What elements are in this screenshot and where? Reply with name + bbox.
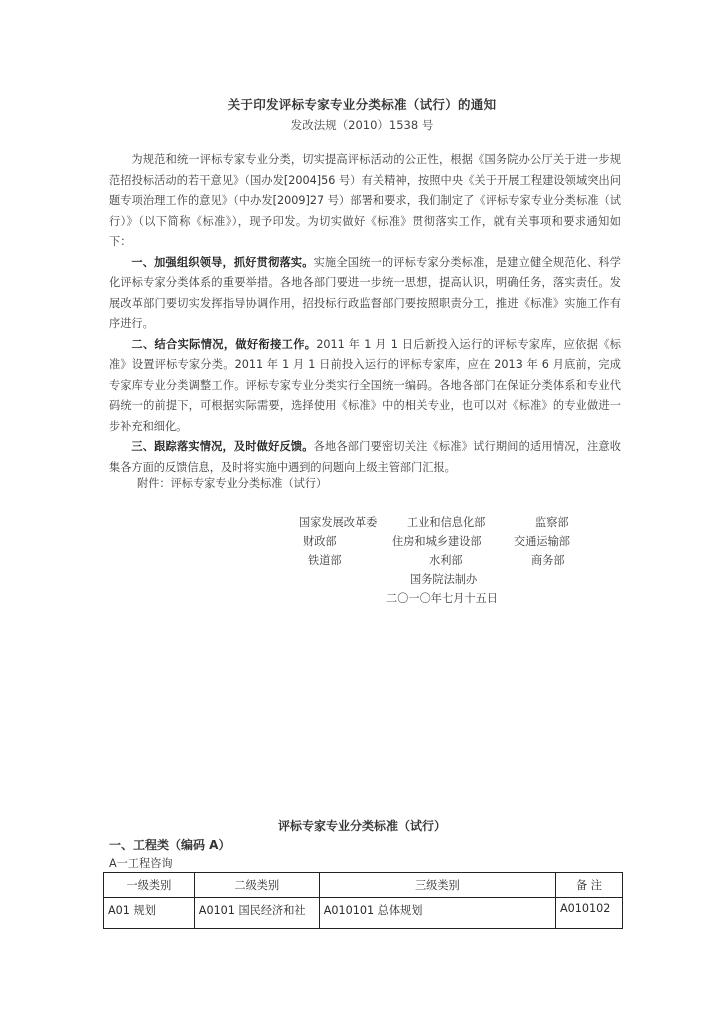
header-level-3: 三级类别 — [319, 873, 555, 898]
subsection-heading: A一工程咨询 — [109, 857, 173, 870]
header-level-2: 二级类别 — [194, 873, 319, 898]
point-paragraph-2 — [109, 335, 621, 438]
signatory: 住房和城乡建设部 — [392, 535, 482, 548]
classification-table — [103, 872, 623, 929]
signatory: 水利部 — [429, 554, 463, 567]
issue-date: 二〇一〇年七月十五日 — [386, 592, 498, 605]
point-paragraph-1 — [109, 253, 621, 335]
signatory: 国家发展改革委 — [299, 516, 378, 529]
signatory: 财政部 — [303, 535, 337, 548]
table-cell: A0101 国民经济和社 — [194, 898, 319, 929]
attachment-line: 附件：评标专家专业分类标准（试行） — [137, 477, 328, 490]
document-number: 发改法规（2010）1538 号 — [290, 118, 434, 132]
table-header-row — [104, 873, 623, 898]
intro-paragraph: 为规范和统一评标专家专业分类，切实提高评标活动的公正性，根据《国务院办公厅关于进一步规范招投标活动的若干意见》（国办发[2004]56 号）有关精神，按照中央《关于开展工程建设领域突出问题专项治理工作的意见》（中办发[2009]27 号）部署和要求，我们制定了《评标专家专业分类标准（试行）》（以下简称《标准》），现予印发。为切实做好《标准》贯彻落实工作，就有关事项和要求通知如下： — [109, 153, 621, 248]
header-remarks: 备 注 — [556, 873, 623, 898]
signatory: 监察部 — [535, 516, 569, 529]
signatory: 商务部 — [531, 554, 565, 567]
point-heading-2: 二、结合实际情况，做好衔接工作。 — [131, 337, 317, 351]
point-text-1: 实施全国统一的评标专家分类标准，是建立健全规范化、科学化评标专家分类体系的重要举措。各地各部门要进一步统一思想，提高认识，明确任务，落实责任。发展改革部门要切实发挥指导协调作用，招投标行政监督部门要按照职责分工，推进《标准》实施工作有序进行。 — [109, 255, 621, 330]
section-heading: 一、工程类（编码 A） — [109, 838, 231, 852]
table-row — [104, 898, 623, 929]
point-heading-3: 三、跟踪落实情况，及时做好反馈。 — [131, 440, 314, 453]
notice-body — [109, 150, 621, 478]
header-level-1: 一级类别 — [104, 873, 195, 898]
table-cell: A010102 — [556, 898, 623, 929]
notice-title: 关于印发评标专家专业分类标准（试行）的通知 — [227, 97, 497, 112]
signatory: 国务院法制办 — [410, 573, 478, 586]
table-cell: A010101 总体规划 — [319, 898, 555, 929]
table-cell: A01 规划 — [104, 898, 195, 929]
point-text-2: 2011 年 1 月 1 日后新投入运行的评标专家库，应依据《标准》设置评标专家分类。2011 年 1 月 1 日前投入运行的评标专家库，应在 2013 年 6 月底前，完成专家库专业分类调整工作。评标专家专业分类实行全国统一编码。各地各部门在保证分类体系和专业代码统一的前提下，可根据实际需要，选择使用《标准》中的相关专业，也可以对《标准》的专业做进一步补充和细化。 — [109, 337, 621, 433]
signatory: 工业和信息化部 — [407, 516, 486, 529]
standard-title: 评标专家专业分类标准（试行） — [277, 819, 446, 833]
point-text-3: 各地各部门要密切关注《标准》试行期间的适用情况，注意收集各方面的反馈信息，及时将实施中遇到的问题向上级主管部门汇报。 — [109, 440, 621, 474]
point-paragraph-3 — [109, 437, 621, 478]
signatory: 铁道部 — [308, 554, 342, 567]
point-heading-1: 一、加强组织领导，抓好贯彻落实。 — [131, 255, 314, 269]
signatory: 交通运输部 — [514, 535, 570, 548]
